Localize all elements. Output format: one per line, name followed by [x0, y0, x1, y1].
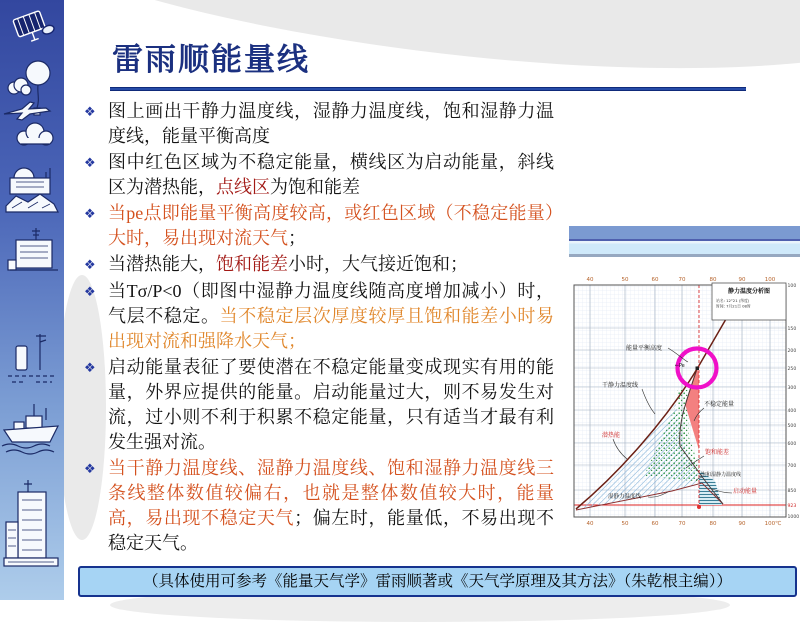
- met-building-icon: [2, 478, 62, 582]
- bullet-diamond-icon: ❖: [84, 462, 96, 477]
- bullet-diamond-icon: ❖: [84, 361, 96, 376]
- svg-text:200: 200: [787, 349, 797, 354]
- saturation-deficit-label: 饱和能差: [705, 449, 730, 456]
- bullet-list: [84, 99, 554, 557]
- bullet-text: 当pe点即能量平衡高度较高，或红色区域（不稳定能量）大时，易出现对流天气；: [108, 203, 554, 248]
- svg-text:40: 40: [586, 521, 594, 527]
- pe-label: ←Pe: [675, 364, 685, 369]
- right-axis-ticks: [788, 283, 800, 520]
- svg-text:250: 250: [787, 367, 797, 372]
- weather-satellite-icon: [4, 2, 60, 58]
- top-axis-ticks: [587, 277, 776, 283]
- bullet-text: 启动能量表征了要使潜在不稳定能量变成现实有用的能量，外界应提供的能量。启动能量过大，则不易发生对流，过小则不利于积累不稳定能量，只有适当才最有利发生强对流。: [108, 357, 554, 452]
- svg-text:40: 40: [586, 277, 594, 283]
- svg-text:90: 90: [738, 277, 746, 283]
- svg-text:60: 60: [651, 277, 659, 283]
- svg-text:400: 400: [787, 409, 797, 414]
- bullet-diamond-icon: ❖: [84, 156, 96, 171]
- legend-line1: 站名: 12°21 (纬度): [716, 298, 750, 303]
- svg-text:100℃: 100℃: [764, 521, 782, 527]
- surface-point: [697, 505, 701, 509]
- svg-text:80: 80: [709, 277, 717, 283]
- cloud-icon: [12, 120, 58, 154]
- svg-text:60: 60: [651, 521, 659, 527]
- svg-text:150: 150: [787, 327, 797, 332]
- svg-text:1000: 1000: [787, 515, 800, 520]
- bullet-item: [84, 355, 554, 455]
- footer-note: （具体使用可参考《能量天气学》雷雨顺著或《天气学原理及其方法》（朱乾根主编））: [78, 566, 797, 597]
- svg-text:923: 923: [787, 504, 797, 509]
- latent-heat-label: 潜热能: [602, 432, 621, 439]
- bullet-text: 当潜热能大，饱和能差小时，大气接近饱和；: [108, 254, 468, 274]
- svg-text:850: 850: [787, 489, 797, 494]
- title-underline: [110, 87, 746, 91]
- svg-text:700: 700: [787, 464, 797, 469]
- svg-text:50: 50: [621, 277, 629, 283]
- bullet-diamond-icon: ❖: [84, 258, 96, 273]
- energy-analysis-figure: [558, 262, 800, 533]
- research-ship-icon: [0, 398, 64, 462]
- bullet-item: [84, 279, 554, 354]
- svg-text:70: 70: [678, 277, 686, 283]
- bullet-diamond-icon: ❖: [84, 285, 96, 300]
- weather-station-icon: [6, 226, 62, 288]
- moist-line-label: 湿静力温度线: [608, 494, 642, 500]
- svg-text:100: 100: [787, 284, 797, 289]
- legend-line2: 时间: 7月21日 08时: [716, 303, 751, 309]
- bullet-diamond-icon: ❖: [84, 105, 96, 120]
- bullet-item: [84, 252, 554, 278]
- bullet-item: [84, 456, 554, 556]
- svg-text:80: 80: [709, 521, 717, 527]
- blue-band: [569, 226, 800, 257]
- bullet-text: 图中红色区域为不稳定能量，横线区为启动能量，斜线区为潜热能，点线区为饱和能差: [108, 152, 554, 197]
- ocean-buoy-icon: [6, 330, 60, 392]
- bullet-text: 图上画出干静力温度线，湿静力温度线，饱和湿静力温度线，能量平衡高度: [108, 101, 554, 146]
- bullet-text: 当干静力温度线、湿静力温度线、饱和湿静力温度线三条线整体数值较偏右，也就是整体数值较大时，能量高，易出现不稳定天气；偏左时，能量低，不易出现不稳定天气。: [108, 458, 555, 553]
- sidebar: [0, 0, 64, 600]
- svg-text:90: 90: [738, 521, 746, 527]
- start-energy-label: 启动能量: [733, 488, 758, 495]
- svg-text:500: 500: [787, 424, 797, 429]
- svg-text:70: 70: [678, 521, 686, 527]
- bullet-text: 当Tσ/P<0（即图中湿静力温度线随高度增加减小）时，气层不稳定。当不稳定层次厚度较厚且饱和能差小时易出现对流和强降水天气；: [108, 281, 555, 351]
- bullet-item: [84, 99, 554, 149]
- dry-line-label: 干静力温度线: [602, 382, 639, 389]
- svg-text:300: 300: [787, 386, 797, 391]
- svg-text:600: 600: [787, 442, 797, 447]
- balance-height-label: 能量平衡高度: [626, 345, 663, 352]
- page-title: 雷雨顺能量线: [112, 42, 310, 77]
- pe-point: [696, 367, 700, 371]
- radar-station-icon: [2, 160, 62, 226]
- bullet-diamond-icon: ❖: [84, 207, 96, 222]
- bullet-item: [84, 201, 554, 251]
- svg-text:100: 100: [764, 277, 776, 283]
- saturation-line-label: 饱和湿静力温度线: [701, 472, 742, 478]
- legend-title: 静力温度分析图: [727, 288, 771, 295]
- bottom-axis-ticks: [587, 520, 782, 527]
- svg-text:50: 50: [621, 521, 629, 527]
- bullet-item: [84, 150, 554, 200]
- unstable-energy-label: 不稳定能量: [704, 401, 735, 408]
